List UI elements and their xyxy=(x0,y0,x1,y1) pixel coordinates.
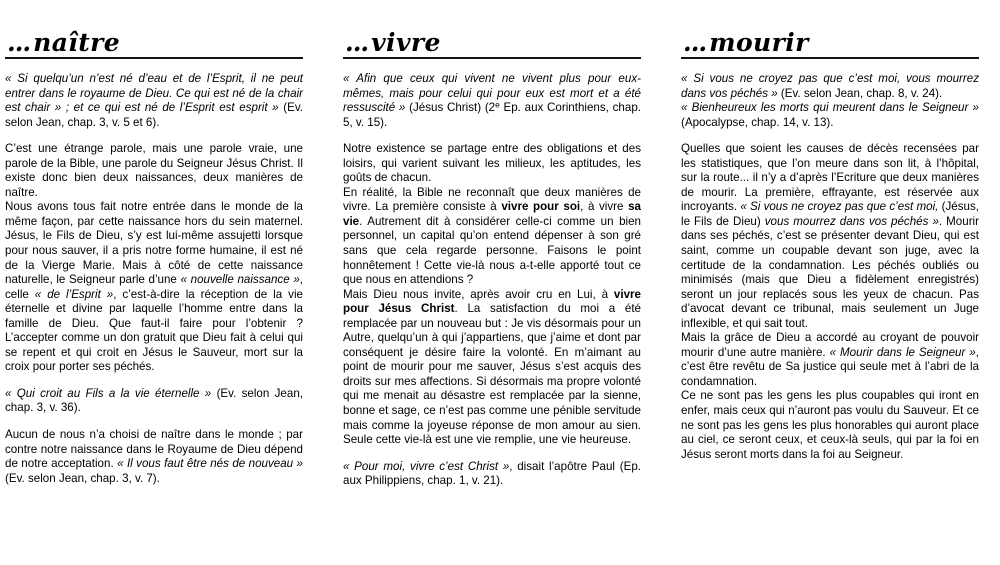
text-run: (Apocalypse, chap. 14, v. 13). xyxy=(681,115,834,129)
heading-word: naître xyxy=(33,28,121,57)
heading-word: vivre xyxy=(371,28,441,57)
scripture-quote: « Il vous faut être nés de nouveau » xyxy=(117,457,303,471)
text-run: , c’est être revêtu de Sa justice qui seule met à l’abri de la condamnation. xyxy=(681,345,979,388)
paragraph xyxy=(681,389,979,462)
paragraph xyxy=(681,142,979,331)
heading-rule xyxy=(5,57,303,59)
scripture-quote: « Mourir dans le Seigneur » xyxy=(829,345,976,359)
text-run: , c’est-à-dire la réception de la vie éternelle et divine par laquelle l’homme entre dans la famille de Dieu. Que faut-il faire pour l’obtenir ? L’accepter comme un don gratuit que Dieu fait à celui qui se repent et qui croit en Jésus le Sauveur, mort sur la croix pour porter ses péchés. xyxy=(5,287,303,374)
text-run: (Jésus, le Fils de Dieu) xyxy=(681,200,979,228)
heading-leading-dots: ... xyxy=(345,28,369,57)
text-run: , à vivre xyxy=(580,200,629,214)
scripture-quote: « Si vous ne croyez pas que c’est moi, vous mourrez dans vos péchés » xyxy=(681,72,979,100)
scripture-quote: « Qui croit au Fils a la vie éternelle » xyxy=(5,386,217,400)
text-run: . Mourir dans ses péchés, c’est se présenter devant Dieu, qui est saint, comme un coupable devant son juge, avec la certitude de la condamnation. Les péchés oubliés ou minimisés (mais que Dieu a fidèlement enregistrés) seront un jour replacés sous les yeux de chacun. Pas d’avocat devant ce tribunal, mais seulement un Juge inflexible, et qui sait tout. xyxy=(681,214,979,330)
paragraph xyxy=(5,428,303,486)
column-vivre xyxy=(343,30,641,489)
scripture-quote: « nouvelle naissance » xyxy=(180,273,300,287)
column-naitre xyxy=(5,30,303,486)
emphasis-bold: sa vie xyxy=(343,200,642,228)
text-run: Mais la grâce de Dieu a accordé au croyant de pouvoir mourir d’une autre manière. xyxy=(681,331,979,359)
paragraph xyxy=(343,142,641,186)
heading-rule xyxy=(343,57,641,59)
paragraph xyxy=(5,200,303,375)
text-run: (Ev. selon Jean, chap. 3, v. 5 et 6). xyxy=(5,101,303,129)
heading-rule xyxy=(681,57,979,59)
scripture-quote: vous mourrez dans vos péchés » xyxy=(764,214,939,228)
text-run: Quelles que soient les causes de décès recensées par les statistiques, que l’on meure dans son lit, à l’hôpital, sur la route... il n’y a d’après l’Ecriture que deux manières de mourir. La première, effrayante, est réservée aux incroyants. xyxy=(681,142,979,214)
paragraph xyxy=(5,387,303,416)
column-body-vivre xyxy=(343,72,641,489)
paragraph xyxy=(343,460,641,489)
scripture-quote: « Afin que ceux qui vivent ne vivent plus pour eux-mêmes, mais pour celui qui pour eux est mort et a été ressuscité » xyxy=(343,72,641,115)
heading-leading-dots: ... xyxy=(7,28,31,57)
heading-word: mourir xyxy=(709,28,809,57)
column-heading-vivre xyxy=(345,30,641,55)
text-run: Nous avons tous fait notre entrée dans le monde de la même façon, par cette naissance hors du sein maternel. Jésus, le Fils de Dieu, s’y est lui-même assujetti lorsque pour nous sauver, il a pris notre forme humaine, il est né de la Vierge Marie. Mais à côté de cette naissance naturelle, le Seigneur parle d’une xyxy=(5,200,303,287)
paragraph xyxy=(681,331,979,389)
emphasis-bold: vivre pour soi xyxy=(501,200,581,214)
text-run: (Jésus Christ) (2 xyxy=(409,101,496,115)
column-body-mourir xyxy=(681,72,979,462)
text-run: En réalité, la Bible ne reconnaît que deux manières de vivre. La première consiste à xyxy=(343,185,641,214)
scripture-quote: « Si quelqu’un n’est né d’eau et de l’Esprit, il ne peut entrer dans le royaume de Dieu. Ce qui est né de la chair est chair » ; et ce qui est né de l’Esprit est esprit » xyxy=(5,72,303,115)
scripture-quote: « de l’Esprit » xyxy=(34,287,114,301)
superscript-ordinal: e xyxy=(495,99,500,110)
column-heading-mourir xyxy=(683,30,979,55)
column-mourir xyxy=(681,30,979,462)
scripture-quote: « Si vous ne croyez pas que c’est moi, xyxy=(740,200,942,214)
paragraph xyxy=(5,142,303,200)
text-run: (Ev. selon Jean, chap. 3, v. 7). xyxy=(5,471,160,485)
heading-leading-dots: ... xyxy=(683,28,707,57)
paragraph xyxy=(343,186,641,288)
text-run: C’est une étrange parole, mais une parole vraie, une parole de la Bible, une parole du Seigneur Jésus Christ. Il existe donc bien deux naissances, deux manières de naître. xyxy=(5,142,303,199)
scripture-quote: « Bienheureux les morts qui meurent dans le Seigneur » xyxy=(681,101,979,115)
paragraph xyxy=(343,288,641,448)
text-run: Ep. aux Corinthiens, chap. 5, v. 15). xyxy=(343,101,641,129)
column-heading-naitre xyxy=(7,30,303,55)
text-run: , disait l’apôtre Paul (Ep. aux Philippiens, chap. 1, v. 21). xyxy=(343,459,641,488)
paragraph xyxy=(343,72,641,130)
text-run: Aucun de nous n’a choisi de naître dans le monde ; par contre notre naissance dans le Royaume de Dieu dépend de notre acceptation. xyxy=(5,428,303,471)
text-run: , celle xyxy=(5,273,304,301)
paragraph xyxy=(681,101,979,130)
text-run: Notre existence se partage entre des obligations et des loisirs, qui varient suivant les milieux, les aptitudes, les goûts de chacun. xyxy=(343,142,641,185)
column-body-naitre xyxy=(5,72,303,486)
text-run: (Ev. selon Jean, chap. 8, v. 24). xyxy=(780,86,943,100)
text-run: (Ev. selon Jean, chap. 3, v. 36). xyxy=(5,386,303,415)
paragraph xyxy=(681,72,979,101)
text-run: . La satisfaction du moi a été remplacée par un nouveau but : Je vis désormais pour un Autre, quelqu’un à qui j’appartiens, que j’aime et dont par conséquent je désire faire la volonté. En m’aimant au point de mourir pour me sauver, Jésus s’est acquis des droits sur mes affections. Si désormais ma propre volonté qui me menait au désastre est remplacée par la sienne, bonne et sage, ce n’est pas comme une pénible servitude mais comme la joyeuse réponse de mon amour au sien. Seule cette vie-là est une vie remplie, une vie heureuse. xyxy=(343,302,641,447)
scripture-quote: « Pour moi, vivre c’est Christ » xyxy=(343,459,510,473)
text-run: Mais Dieu nous invite, après avoir cru en Lui, à xyxy=(343,287,614,301)
paragraph xyxy=(5,72,303,130)
text-run: Ce ne sont pas les gens les plus coupables qui iront en enfer, mais ceux qui n’auront pas voulu du Sauveur. Et ce ne sont pas les gens les plus honorables qui auront place au ciel, ce seront ceux, et ceux-là seuls, qui par la foi en Jésus seront morts dans la foi au Seigneur. xyxy=(681,389,979,461)
text-run: . Autrement dit à considérer celle-ci comme un bien personnel, un capital qu’on entend dépenser à son gré sans que cela regarde personne. Faisons le point honnêtement ! Cette vie-là nous a-t-elle apporté tout ce que nous en attendions ? xyxy=(343,214,641,287)
emphasis-bold: vivre pour Jésus Christ xyxy=(343,287,641,316)
